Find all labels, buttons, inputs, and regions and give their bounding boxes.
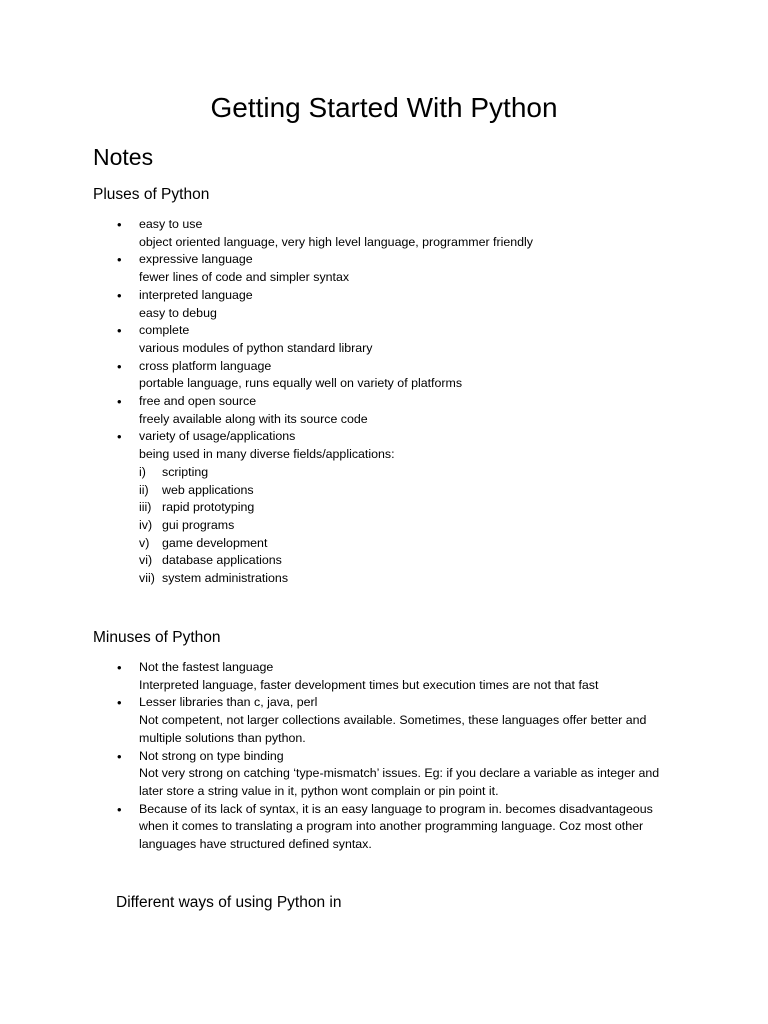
item-description: being used in many diverse fields/applications: [139,447,395,462]
usage-text: scripting [162,464,209,479]
item-label: Not strong on type binding [139,748,284,763]
item-description: Not very strong on catching ‘type-mismatch’ issues. Eg: if you declare a variable as integer and later store a string value in it, python wont complain or pin point it. [139,766,660,798]
usage-number: vi) [139,553,153,568]
item-description: Not competent, not larger collections available. Sometimes, these languages offer better and multiple solutions than python. [139,713,647,745]
list-item [139,322,699,357]
item-description: easy to debug [139,305,217,320]
usage-number: v) [139,535,150,550]
list-item [139,659,684,694]
item-description: portable language, runs equally well on variety of platforms [139,376,463,391]
usage-number: iv) [139,517,153,532]
item-description: object oriented language, very high level language, programmer friendly [139,234,533,249]
list-item [139,428,699,587]
item-label: easy to use [139,217,203,231]
pluses-heading: Pluses of Python [93,186,210,203]
page-title: Getting Started With Python [210,92,558,123]
usage-item [139,552,699,570]
pluses-list [139,216,699,588]
usage-number: i) [139,464,146,479]
usage-list [139,464,699,588]
list-item [139,287,699,322]
usage-item [139,517,699,535]
item-description: freely available along with its source code [139,411,368,426]
item-label: complete [139,323,190,338]
item-label: expressive language [139,252,253,267]
item-label: Not the fastest language [139,660,274,674]
list-item [139,694,684,747]
item-label: cross platform language [139,358,272,373]
usage-item [139,499,699,517]
usage-text: gui programs [162,517,235,532]
usage-text: rapid prototyping [162,500,255,515]
usage-text: system administrations [162,571,289,586]
item-label: Lesser libraries than c, java, perl [139,695,318,710]
usage-text: game development [162,535,268,550]
list-item [139,801,684,854]
item-label: interpreted language [139,287,253,302]
notes-heading: Notes [93,144,154,170]
usage-item [139,482,699,500]
usage-number: ii) [139,482,149,497]
usage-item [139,570,699,588]
minuses-heading: Minuses of Python [93,629,221,646]
item-label: variety of usage/applications [139,429,296,444]
list-item [139,358,699,393]
list-item [139,748,684,801]
usage-text: web applications [162,482,254,497]
item-description: Interpreted language, faster development times but execution times are not that fast [139,677,599,692]
item-label: Because of its lack of syntax, it is an easy language to program in. becomes disadvantageous when it comes to translating a program into another programming language. Coz most other languages have structured defined syntax. [139,801,653,852]
usage-text: database applications [162,553,282,568]
item-description: fewer lines of code and simpler syntax [139,270,350,285]
minuses-list [139,659,684,854]
item-description: various modules of python standard library [139,340,373,355]
list-item [139,393,699,428]
list-item [139,216,699,251]
usage-number: vii) [139,571,155,586]
usage-item [139,464,699,482]
usage-item [139,535,699,553]
item-label: free and open source [139,394,257,409]
different-ways-heading: Different ways of using Python in [116,894,342,911]
usage-number: iii) [139,500,152,515]
list-item [139,251,699,286]
